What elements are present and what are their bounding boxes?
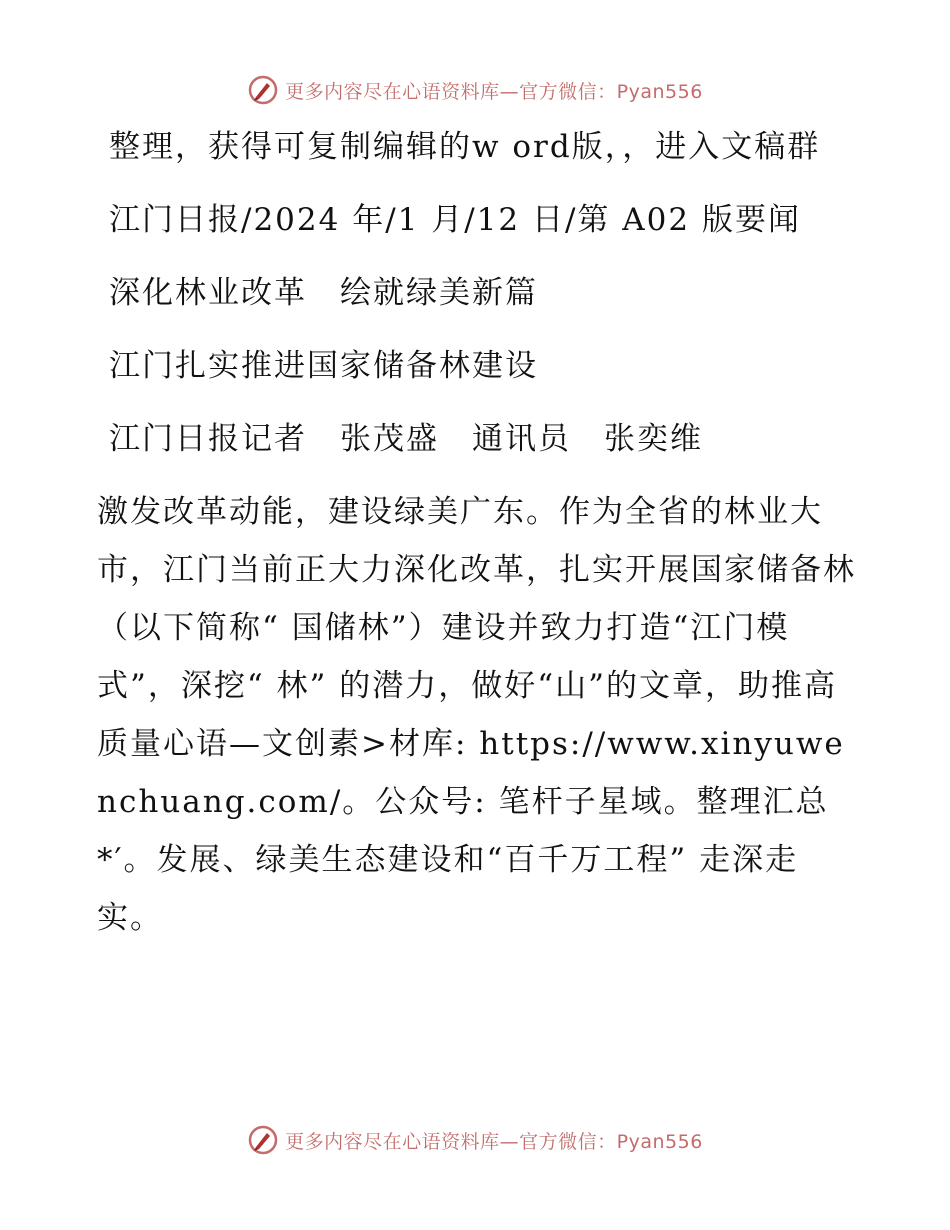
source-line: 江门日报/2024 年/1 月/12 日/第 A02 版要闻 — [109, 202, 801, 238]
body-paragraph: 激发改革动能，建设绿美广东。作为全省的林业大市，江门当前正大力深化改革，扎实开展国家储备林（以下简称“ 国储林”）建设并致力打造“江门模式”，深挖“ 林” 的潜力，做好“山”的文章，助推高质量心语—文创素>材库: https://www.xinyuwenchuang.com/。公众号: 笔杆子星域。整理汇总*′。发展、绿美生态建设和“百千万工程” 走深走实。 — [97, 494, 856, 936]
footer-watermark-banner — [0, 1120, 950, 1160]
watermark-text: 更多内容尽在心语资料库—官方微信：Pyan556 — [285, 80, 703, 103]
subheadline: 江门扎实推进国家储备林建设 — [109, 348, 538, 384]
byline: 江门日报记者 张茂盛 通讯员 张奕维 — [109, 421, 703, 457]
intro-note: 整理，获得可复制编辑的w ord版，，进入文稿群 — [109, 129, 821, 165]
watermark-text: 更多内容尽在心语资料库—官方微信：Pyan556 — [285, 1130, 703, 1153]
pen-logo-icon — [247, 1124, 279, 1156]
header-watermark-banner — [0, 70, 950, 110]
headline: 深化林业改革 绘就绿美新篇 — [109, 275, 538, 311]
pen-logo-icon — [247, 74, 279, 106]
document-body — [97, 118, 857, 962]
